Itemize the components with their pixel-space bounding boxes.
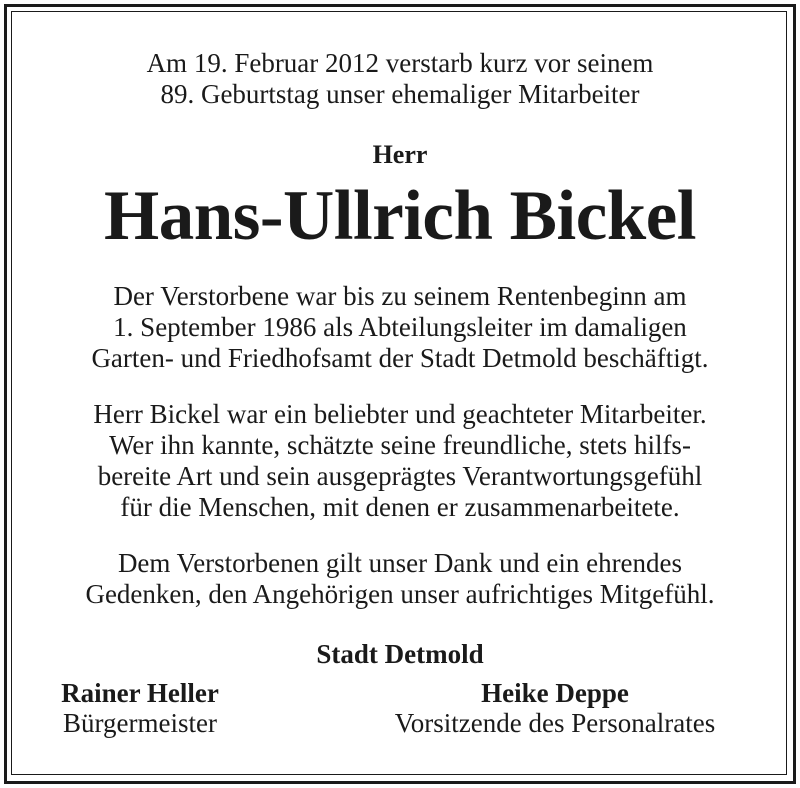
paragraph-line: Wer ihn kannte, schätzte seine freundliche, stets hilfs- <box>109 430 691 460</box>
paragraph-line: Herr Bickel war ein beliebter und geachteter Mitarbeiter. <box>93 399 707 429</box>
paragraph-line: Dem Verstorbenen gilt unser Dank und ein ehrendes <box>117 548 683 578</box>
signatory-role: Bürgermeister <box>63 708 217 738</box>
paragraph-line: Der Verstorbene war bis zu seinem Rentenbeginn am <box>113 281 687 311</box>
signatory-name: Rainer Heller <box>61 678 219 708</box>
paragraph-line: für die Menschen, mit denen er zusammenarbeitete. <box>120 492 680 522</box>
organization-name: Stadt Detmold <box>316 639 484 669</box>
signatory-role: Vorsitzende des Personalrates <box>394 708 716 738</box>
intro-line: Am 19. Februar 2012 verstarb kurz vor seinem <box>146 48 654 78</box>
signatory-name: Heike Deppe <box>481 678 629 708</box>
paragraph-line: Garten- und Friedhofsamt der Stadt Detmold beschäftigt. <box>91 343 709 373</box>
signatory-left <box>40 678 240 738</box>
paragraph-line: bereite Art und sein ausgeprägtes Verantwortungsgefühl <box>97 461 703 491</box>
salutation: Herr <box>372 140 428 169</box>
deceased-name: Hans-Ullrich Bickel <box>103 177 697 255</box>
intro-line: 89. Geburtstag unser ehemaliger Mitarbeiter <box>160 79 640 109</box>
paragraph-line: Gedenken, den Angehörigen unser aufrichtiges Mitgefühl. <box>85 579 715 609</box>
paragraph-line: 1. September 1986 als Abteilungsleiter im damaligen <box>113 312 687 342</box>
signatory-right <box>350 678 760 738</box>
